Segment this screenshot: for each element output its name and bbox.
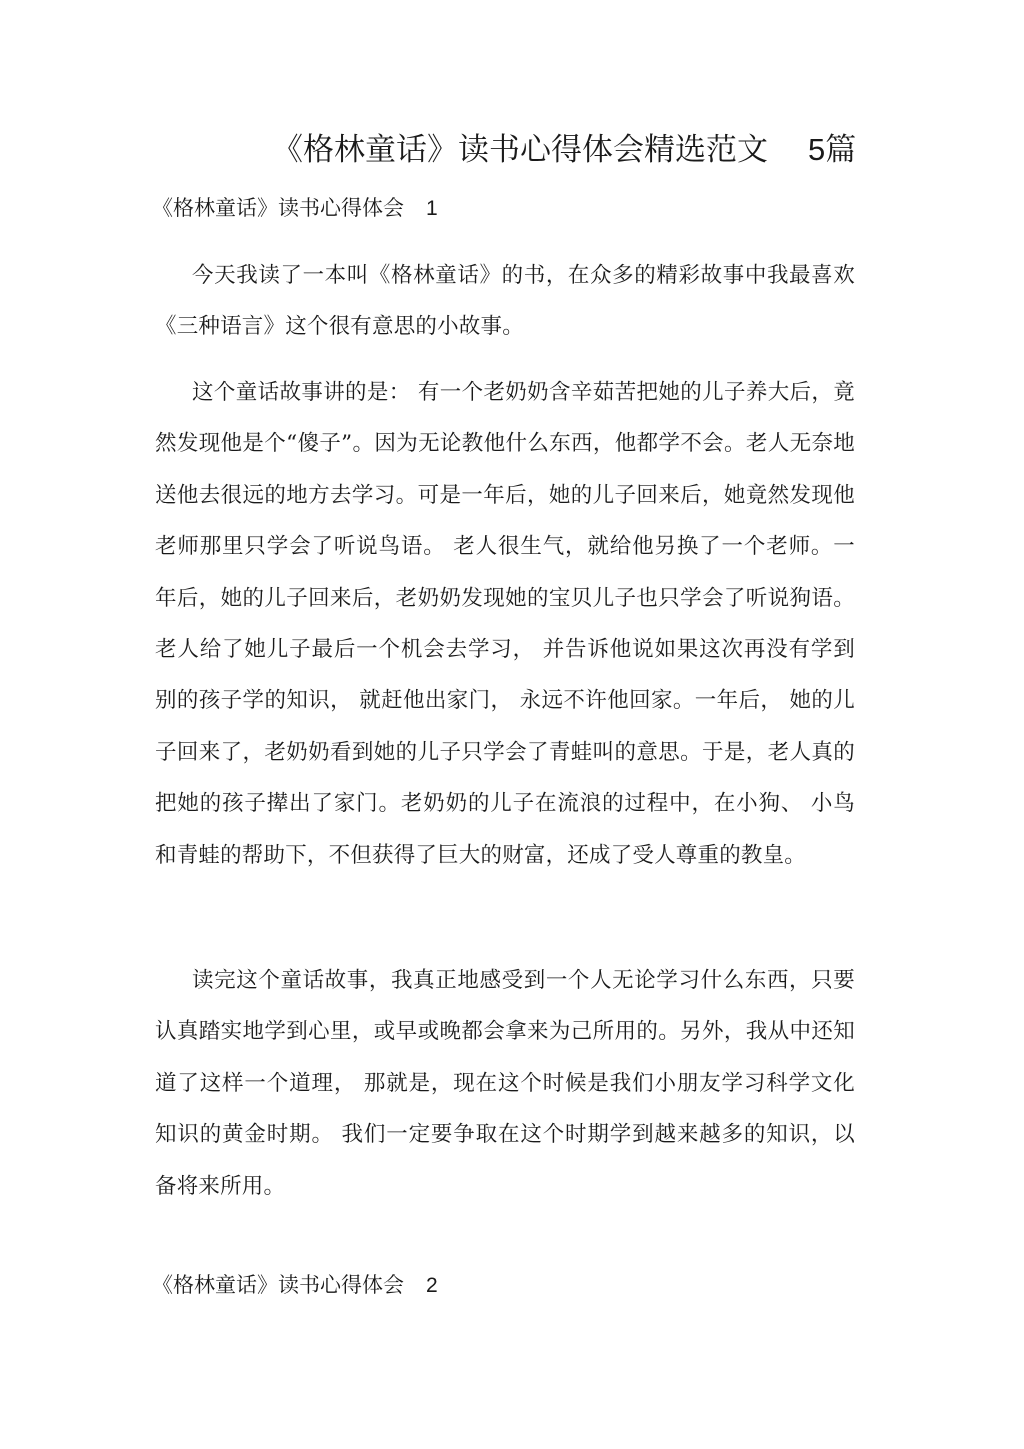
section-2-heading-text: 《格林童话》读书心得体会 — [152, 1273, 404, 1297]
section-1-paragraph-1: 今天我读了一本叫《格林童话》的书，在众多的精彩故事中我最喜欢《三种语言》这个很有意思的小故事。 — [155, 263, 855, 340]
section-1-paragraph-3: 读完这个童话故事，我真正地感受到一个人无论学习什么东西，只要认真踏实地学到心里，或早或晚都会拿来为己所用的。另外，我从中还知道了这样一个道理， 那就是，现在这个时候是我们小朋友学习科学文化知识的黄金时期。 我们一定要争取在这个时期学到越来越多的知识，以备将来所用。 — [155, 968, 855, 1199]
section-1-heading-text: 《格林童话》读书心得体会 — [152, 196, 404, 220]
section-2-heading — [152, 1270, 438, 1301]
document-title — [272, 128, 856, 172]
title-text: 《格林童话》读书心得体会精选范文 — [272, 132, 768, 168]
section-1-paragraph-2: 这个童话故事讲的是： 有一个老奶奶含辛茹苦把她的儿子养大后，竟然发现他是个“傻子”。因为无论教他什么东西，他都学不会。老人无奈地送他去很远的地方去学习。可是一年后，她的儿子回来后，她竟然发现他老师那里只学会了听说鸟语。 老人很生气，就给他另换了一个老师。一年后，她的儿子回来后，老奶奶发现她的宝贝儿子也只学会了听说狗语。 老人给了她儿子最后一个机会去学习， 并告诉他说如果这次再没有学到别的孩子学的知识， 就赶他出家门， 永远不许他回家。一年后， 她的儿子回来了，老奶奶看到她的儿子只学会了青蛙叫的意思。于是，老人真的把她的孩子撵出了家门。老奶奶的儿子在流浪的过程中，在小狗、 小鸟和青蛙的帮助下，不但获得了巨大的财富，还成了受人尊重的教皇。 — [155, 380, 855, 868]
section-1-heading — [152, 193, 438, 224]
section-2-number: 2 — [426, 1274, 438, 1297]
title-count: 5篇 — [808, 132, 857, 167]
section-1-number: 1 — [426, 197, 438, 220]
